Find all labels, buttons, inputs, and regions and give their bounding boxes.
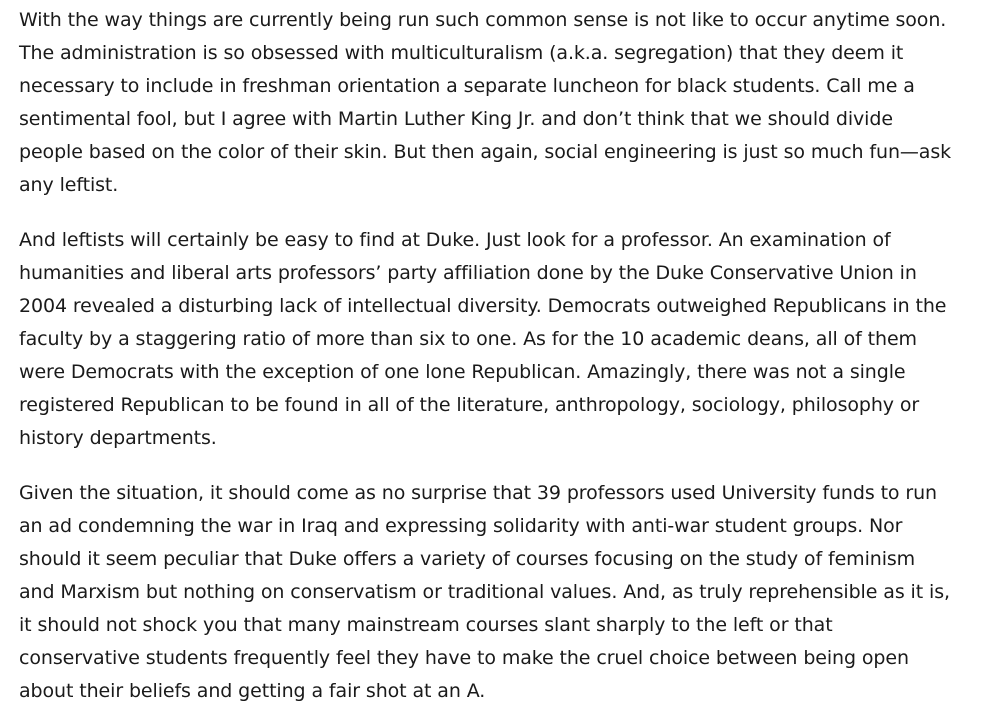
- text-line: were Democrats with the exception of one lone Republican. Amazingly, there was not a single: [19, 361, 906, 383]
- text-line: registered Republican to be found in all of the literature, anthropology, sociology, philosophy or: [19, 394, 920, 416]
- text-line: sentimental fool, but I agree with Martin Luther King Jr. and don’t think that we should divide: [19, 108, 893, 130]
- text-line: And leftists will certainly be easy to find at Duke. Just look for a professor. An examination of: [19, 229, 891, 251]
- paragraph-3: [19, 477, 950, 708]
- text-line: people based on the color of their skin. But then again, social engineering is just so much fun—ask: [19, 141, 952, 163]
- text-line: an ad condemning the war in Iraq and expressing solidarity with anti-war student groups. Nor: [19, 515, 903, 537]
- text-line: Given the situation, it should come as no surprise that 39 professors used University funds to run: [19, 482, 937, 504]
- text-line: With the way things are currently being run such common sense is not like to occur anytime soon.: [19, 9, 947, 31]
- text-line: and Marxism but nothing on conservatism or traditional values. And, as truly reprehensible as it is,: [19, 581, 950, 603]
- text-line: any leftist.: [19, 174, 119, 196]
- text-line: should it seem peculiar that Duke offers a variety of courses focusing on the study of feminism: [19, 548, 916, 570]
- paragraph-1: [19, 4, 951, 202]
- text-line: The administration is so obsessed with multiculturalism (a.k.a. segregation) that they deem it: [19, 42, 904, 64]
- text-line: history departments.: [19, 427, 217, 449]
- text-line: humanities and liberal arts professors’ party affiliation done by the Duke Conservative Union in: [19, 262, 917, 284]
- paragraph-2: [19, 224, 946, 455]
- text-line: it should not shock you that many mainstream courses slant sharply to the left or that: [19, 614, 833, 636]
- text-line: necessary to include in freshman orientation a separate luncheon for black students. Call me a: [19, 75, 915, 97]
- text-line: about their beliefs and getting a fair shot at an A.: [19, 680, 486, 702]
- text-line: 2004 revealed a disturbing lack of intellectual diversity. Democrats outweighed Republicans in the: [19, 295, 947, 317]
- text-line: faculty by a staggering ratio of more than six to one. As for the 10 academic deans, all of them: [19, 328, 917, 350]
- text-line: conservative students frequently feel they have to make the cruel choice between being open: [19, 647, 909, 669]
